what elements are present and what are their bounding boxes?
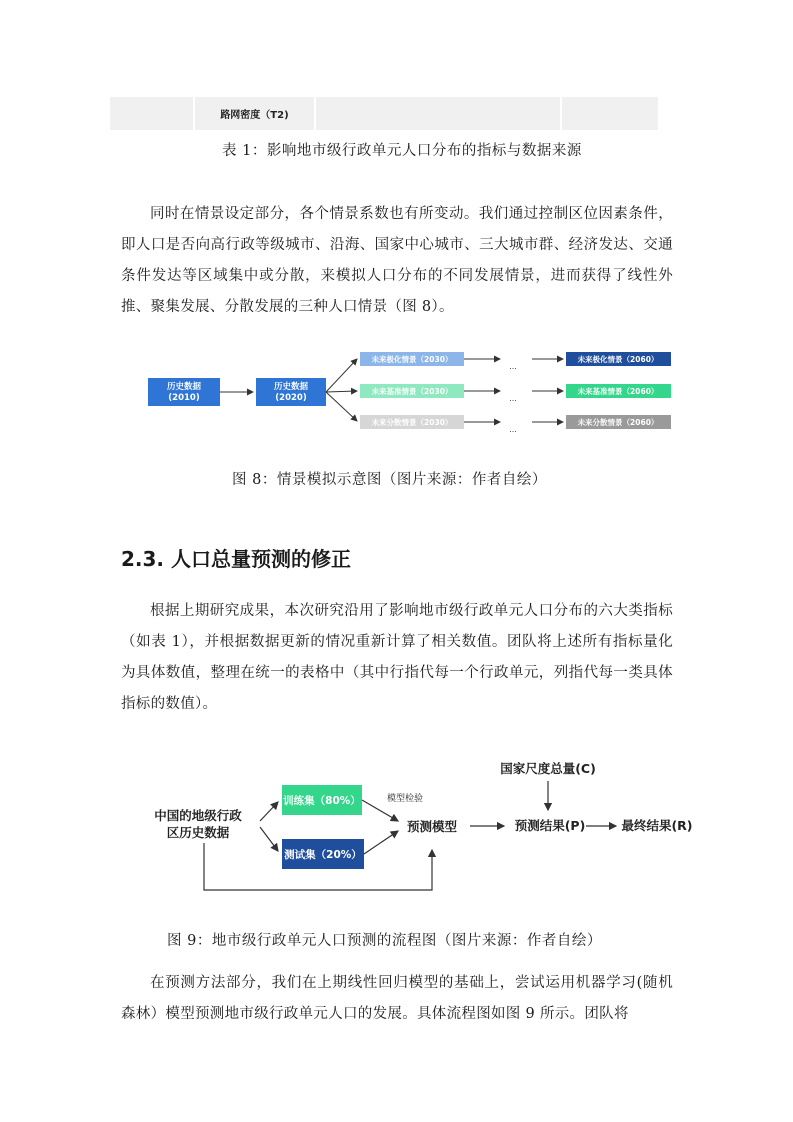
- table-cell: [562, 97, 658, 130]
- model-check-label: 模型检验: [386, 794, 424, 804]
- paragraph-method: [121, 968, 673, 1030]
- figure8-caption: 图 8：情景模拟示意图（图片来源：作者自绘）: [232, 472, 547, 488]
- paragraph-indicators: [121, 596, 673, 720]
- arrow: [260, 802, 278, 821]
- box-baseline-2030-label: 未来基准情景（2030）: [371, 387, 453, 396]
- box-history-2020-line2: (2020): [275, 393, 307, 403]
- ellipsis: ...: [509, 362, 517, 371]
- training-set-label: 训练集（80%）: [283, 795, 361, 807]
- paragraph-scenarios: [121, 199, 673, 323]
- ellipsis: ...: [509, 394, 517, 403]
- table-last-row: [110, 97, 660, 130]
- table-caption: 表 1：影响地市级行政单元人口分布的指标与数据来源: [222, 143, 582, 159]
- table-cell-indicator: 路网密度（T2): [195, 97, 314, 130]
- arrow: [364, 831, 398, 854]
- ellipsis: ...: [509, 425, 517, 434]
- paragraph-text: 根据上期研究成果，本次研究沿用了影响地市级行政单元人口分布的六大类指标（如表 1），并根据数据更新的情况重新计算了相关数值。团队将上述所有指标量化为具体数值，整理在统一的表格中（其中行指代每一个行政单元，列指代每一类具体指标的数值）。: [121, 603, 673, 712]
- test-set-label: 测试集（20%）: [284, 849, 362, 861]
- box-history-2010-line1: 历史数据: [166, 382, 202, 392]
- prediction-result-label: 预测结果(P): [514, 818, 586, 833]
- paragraph-text: 同时在情景设定部分，各个情景系数也有所变动。我们通过控制区位因素条件，即人口是否向高行政等级城市、沿海、国家中心城市、三大城市群、经济发达、交通条件发达等区域集中或分散，来模拟人口分布的不同发展情景，进而获得了线性外推、聚集发展、分散发展的三种人口情景（图 8）。: [121, 206, 673, 315]
- box-dispersed-2030-label: 未来分散情景（2030）: [371, 418, 453, 427]
- box-dispersed-2060-label: 未来分散情景（2060）: [577, 418, 659, 427]
- box-polarized-2060-label: 未来极化情景（2060）: [577, 355, 659, 364]
- national-total-label: 国家尺度总量(C): [500, 761, 596, 776]
- table-cell: [316, 97, 560, 130]
- arrow: [326, 391, 357, 392]
- source-data-line1: 中国的地级行政: [154, 808, 242, 823]
- source-data-line2: 区历史数据: [166, 825, 230, 840]
- table-cell: [110, 97, 193, 130]
- scenario-diagram: [140, 343, 680, 435]
- box-history-2010-line2: (2010): [168, 393, 200, 403]
- final-result-label: 最终结果(R): [621, 818, 693, 833]
- box-baseline-2060-label: 未来基准情景（2060）: [577, 387, 659, 396]
- arrow: [260, 827, 278, 851]
- box-history-2020-line1: 历史数据: [273, 382, 309, 392]
- prediction-model-label: 预测模型: [406, 819, 458, 834]
- prediction-flowchart: [150, 755, 700, 895]
- arrow: [326, 392, 357, 421]
- section-heading: 2.3. 人口总量预测的修正: [121, 547, 351, 571]
- box-polarized-2030-label: 未来极化情景（2030）: [371, 355, 453, 364]
- figure9-caption: 图 9：地市级行政单元人口预测的流程图（图片来源：作者自绘）: [167, 933, 602, 949]
- paragraph-text: 在预测方法部分，我们在上期线性回归模型的基础上，尝试运用机器学习(随机森林）模型预测地市级行政单元人口的发展。具体流程图如图 9 所示。团队将: [121, 975, 673, 1022]
- arrow: [326, 359, 357, 392]
